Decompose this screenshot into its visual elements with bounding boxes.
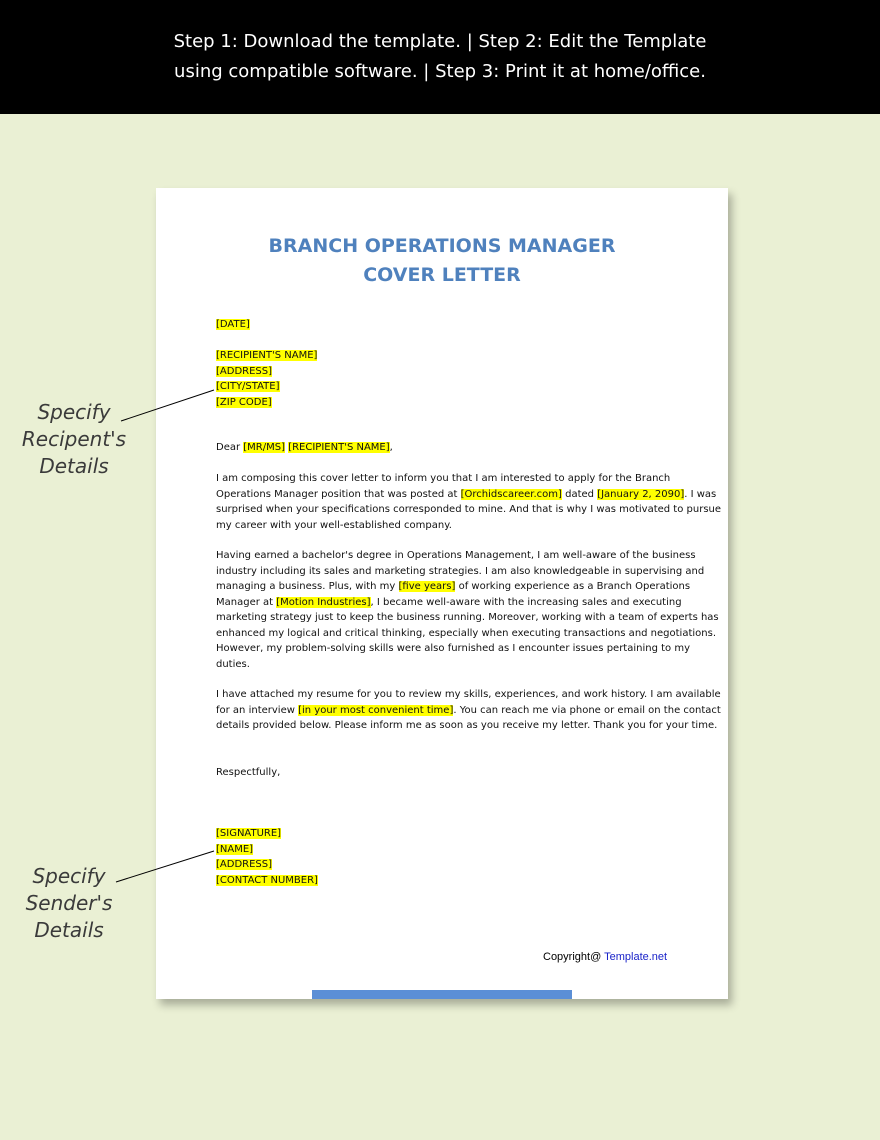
job-site-placeholder: [Orchidscareer.com] [460, 488, 562, 500]
p3-line-2 [216, 703, 721, 719]
p2-text: of working experience as a Branch Operations [455, 581, 691, 592]
p3-line-3: details provided below. Please inform me as soon as you receive my letter. Thank you for your time. [216, 720, 718, 731]
experience-years-placeholder: [five years] [398, 581, 456, 592]
banner-line-1: Step 1: Download the template. | Step 2: Edit the Template [173, 31, 707, 52]
recipient-callout-line-2: Recipent's [21, 427, 127, 451]
sender-callout-line-3: Details [34, 918, 104, 942]
p1-line-4: my career with your well-established company. [216, 519, 452, 531]
p2-line-5: marketing strategy just to keep the business running. Moreover, working with a team of experts has [216, 612, 719, 623]
recipient-address-placeholder: [ADDRESS] [216, 365, 273, 377]
recipient-name-placeholder: [RECIPIENT'S NAME] [216, 350, 318, 361]
posting-date-placeholder: [January 2, 2090] [597, 488, 685, 500]
p2-line-8: duties. [216, 658, 250, 670]
p3-line-1: I have attached my resume for you to review my skills, experiences, and work history. I am available [216, 689, 721, 700]
sender-contact-placeholder: [CONTACT NUMBER] [216, 874, 318, 886]
p1-text: . I was [684, 488, 717, 500]
interview-time-placeholder: [in your most convenient time] [298, 704, 454, 716]
p1-text: dated [561, 488, 598, 500]
p1-line-3: surprised when your specifications corresponded to mine. And that is why I was motivated to pursue [216, 504, 722, 515]
p2-line-1: Having earned a bachelor's degree in Operations Management, I am well-aware of the business [216, 550, 696, 561]
title-line-1: BRANCH OPERATIONS MANAGER [268, 235, 616, 257]
sender-address-placeholder: [ADDRESS] [216, 859, 273, 870]
p3-text: . You can reach me via phone or email on the contact [453, 704, 721, 716]
p2-line-3 [216, 579, 690, 595]
company-placeholder: [Motion Industries] [276, 596, 371, 608]
instruction-banner [0, 0, 880, 114]
banner-line-2: using compatible software. | Step 3: Print it at home/office. [174, 61, 706, 82]
copyright-prefix: Copyright@ [543, 951, 605, 963]
recipient-callout-line-3: Details [39, 454, 109, 478]
title-line-2: COVER LETTER [363, 264, 521, 286]
template-net-link[interactable]: Template.net [604, 951, 668, 963]
p1-line-2 [216, 487, 716, 503]
letter-page [156, 188, 728, 999]
copyright-notice [543, 951, 667, 963]
salutation-suffix: , [389, 442, 393, 453]
sender-signature-placeholder: [SIGNATURE] [216, 828, 282, 839]
p2-line-6: enhanced my logical and critical thinking, especially when executing transactions and negotiations. [216, 627, 717, 639]
accent-bar [312, 990, 572, 999]
salutation-title-placeholder: [MR/MS] [243, 442, 286, 453]
document-title [156, 232, 728, 290]
recipient-callout-line-1: Specify [37, 400, 111, 424]
salutation-prefix: Dear [216, 442, 244, 453]
recipient-city-state-placeholder: [CITY/STATE] [216, 381, 280, 392]
recipient-zip-placeholder: [ZIP CODE] [216, 396, 272, 408]
date-placeholder: [DATE] [216, 319, 250, 330]
p2-text: , I became well-aware with the increasing sales and executing [370, 596, 682, 608]
sender-name-placeholder: [NAME] [216, 843, 254, 855]
p2-text: Manager at [216, 596, 277, 608]
sender-callout [11, 863, 127, 944]
p1-text: Operations Manager position that was posted at [216, 488, 461, 500]
salutation [216, 440, 393, 456]
p2-line-7: However, my problem-solving skills were also furnished as I encounter issues pertaining to my [216, 643, 690, 654]
p2-text: managing a business. Plus, with my [216, 581, 399, 592]
p2-line-2: industry including its sales and marketing strategies. I am also knowledgeable in supervising and [216, 565, 705, 577]
p1-line-1: I am composing this cover letter to inform you that I am interested to apply for the Branch [216, 473, 671, 484]
recipient-callout [14, 399, 134, 480]
closing: Respectfully, [216, 767, 281, 778]
sender-callout-line-2: Sender's [25, 891, 113, 915]
salutation-name-placeholder: [RECIPIENT'S NAME] [288, 442, 390, 453]
sender-callout-line-1: Specify [32, 864, 106, 888]
p3-text: for an interview [216, 704, 299, 716]
p2-line-4 [216, 595, 682, 611]
